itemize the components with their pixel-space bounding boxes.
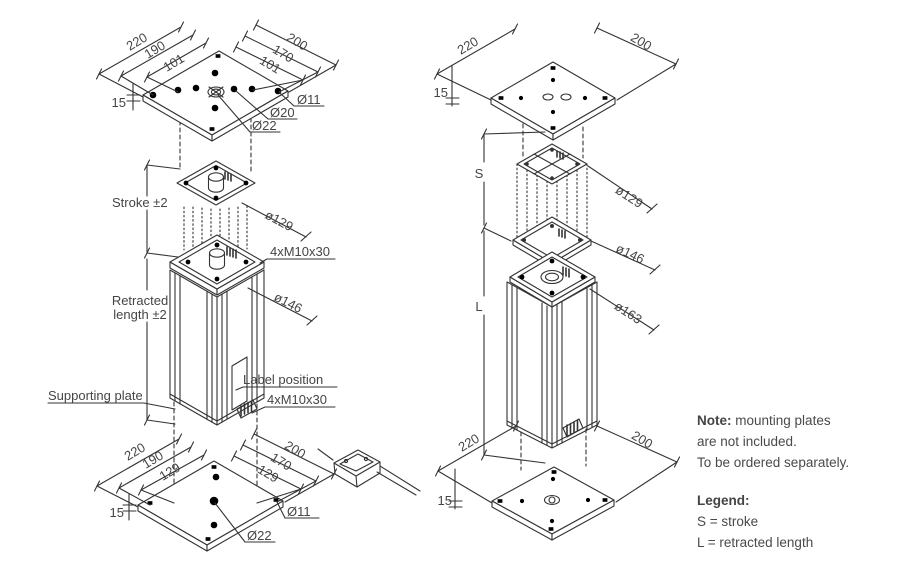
outer-tube (507, 252, 597, 448)
diameter-callout: ø146 (271, 289, 305, 316)
dim-label: 170 (270, 41, 297, 66)
thickness-label: 15 (109, 505, 124, 520)
screws-callout: 4xM10x30 (267, 392, 327, 407)
thickness-dim (127, 84, 140, 110)
dim-label: 200 (284, 29, 311, 54)
note-and-legend (697, 410, 905, 553)
length-letter: L (475, 299, 483, 314)
note-line-3: To be ordered separately. (697, 455, 850, 470)
diameter-callout: ø163 (611, 298, 645, 327)
dim-label: 101 (160, 50, 187, 75)
diameter-callout: Ø22 (247, 528, 272, 543)
supporting-plate-callout: Supporting plate (48, 388, 143, 403)
thickness-label: 15 (437, 493, 452, 508)
dim-label: 129 (255, 461, 282, 486)
right-exploded-view (435, 23, 680, 540)
legend-stroke-definition: S = stroke (697, 514, 759, 529)
dim-label: 200 (282, 437, 309, 462)
thickness-label: 15 (111, 95, 126, 110)
legend (697, 490, 905, 553)
label-position-callout: Label position (243, 372, 324, 387)
top-attachment-collar (177, 161, 255, 205)
column-body (170, 235, 264, 425)
left-exploded-view (48, 20, 420, 551)
note-line-1: mounting plates (735, 413, 831, 428)
retracted-length-label: Retracted (111, 293, 169, 308)
screws-callout: 4xM10x30 (270, 244, 330, 259)
dim-label: 129 (156, 459, 183, 484)
diameter-callout: Ø20 (270, 105, 295, 120)
dim-label: 220 (454, 33, 481, 58)
legend-title: Legend: (697, 493, 750, 508)
stroke-dimension-label: Stroke ±2 (112, 195, 168, 210)
dim-label: 101 (257, 52, 284, 77)
dim-label: 220 (455, 430, 482, 455)
dim-label: 220 (123, 29, 150, 54)
dim-label: 200 (628, 29, 655, 54)
stroke-letter: S (474, 166, 484, 181)
thickness-dim (123, 494, 136, 520)
diameter-callout: ø146 (613, 240, 647, 267)
piston-top-frame (517, 144, 587, 184)
note-title: Note: (697, 413, 732, 428)
thickness-label: 15 (433, 85, 448, 100)
diameter-callout: Ø11 (287, 504, 311, 519)
diameter-callout: Ø22 (252, 118, 277, 133)
dim-label: 220 (121, 439, 148, 464)
note-line-2: are not included. (697, 434, 797, 449)
dim-label: 190 (139, 447, 166, 472)
cable-connector (318, 449, 420, 495)
dim-label: 190 (141, 37, 168, 62)
diameter-callout: ø129 (262, 206, 296, 235)
dim-label: 200 (629, 427, 656, 452)
diameter-callout: Ø11 (297, 92, 321, 107)
diameter-callout: ø129 (612, 182, 646, 211)
retracted-length-label: length ±2 (113, 307, 167, 322)
dim-label: 170 (268, 449, 295, 474)
legend-length-definition: L = retracted length (697, 535, 814, 550)
note-text (697, 410, 905, 473)
